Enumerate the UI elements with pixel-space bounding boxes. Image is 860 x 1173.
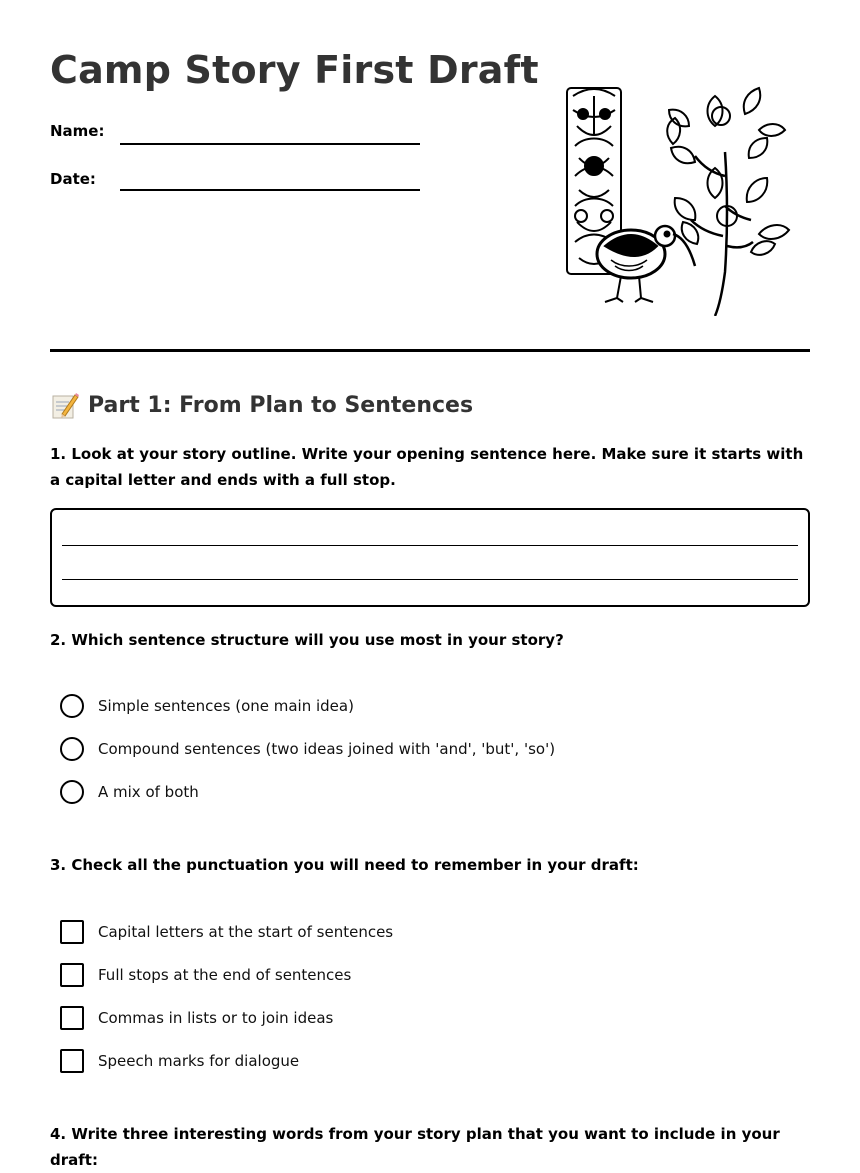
memo-pencil-icon — [50, 390, 80, 420]
punctuation-option-speech-marks[interactable] — [60, 1049, 299, 1073]
checkbox[interactable] — [60, 920, 84, 944]
option-label: Speech marks for dialogue — [98, 1052, 300, 1070]
punctuation-option-commas[interactable] — [60, 1006, 333, 1030]
sentence-option-compound[interactable] — [60, 737, 555, 761]
page-title: Camp Story First Draft — [50, 48, 539, 92]
kiwi-pou-illustration — [555, 66, 795, 316]
question-3: 3. Check all the punctuation you will need to remember in your draft: — [50, 856, 639, 874]
option-label: Capital letters at the start of sentences — [98, 923, 394, 941]
date-field[interactable] — [120, 189, 420, 191]
name-field[interactable] — [120, 143, 420, 145]
radio-button[interactable] — [60, 694, 84, 718]
writing-line — [62, 579, 798, 580]
question-2: 2. Which sentence structure will you use most in your story? — [50, 631, 564, 649]
opening-sentence-answer-box[interactable] — [50, 508, 810, 607]
punctuation-option-capitals[interactable] — [60, 920, 393, 944]
checkbox[interactable] — [60, 1006, 84, 1030]
checkbox[interactable] — [60, 963, 84, 987]
sentence-option-mix[interactable] — [60, 780, 199, 804]
section-divider — [50, 349, 810, 352]
section-title-text: Part 1: From Plan to Sentences — [88, 392, 474, 418]
leafy-branch-icon — [667, 88, 789, 316]
sentence-option-simple[interactable] — [60, 694, 354, 718]
radio-button[interactable] — [60, 780, 84, 804]
question-1: 1. Look at your story outline. Write your opening sentence here. Make sure it starts with a capital letter and ends with a full stop. — [50, 445, 804, 489]
checkbox[interactable] — [60, 1049, 84, 1073]
name-label: Name: — [50, 122, 105, 140]
option-label: Compound sentences (two ideas joined with 'and', 'but', 'so') — [98, 740, 556, 758]
writing-line — [62, 545, 798, 546]
option-label: A mix of both — [98, 783, 199, 801]
section-heading — [50, 390, 473, 420]
date-label: Date: — [50, 170, 96, 188]
question-4: 4. Write three interesting words from your story plan that you want to include in your draft: — [50, 1125, 780, 1169]
radio-button[interactable] — [60, 737, 84, 761]
option-label: Commas in lists or to join ideas — [98, 1009, 334, 1027]
option-label: Full stops at the end of sentences — [98, 966, 352, 984]
kiwi-bird-icon — [597, 226, 695, 302]
punctuation-option-full-stops[interactable] — [60, 963, 351, 987]
option-label: Simple sentences (one main idea) — [98, 697, 354, 715]
